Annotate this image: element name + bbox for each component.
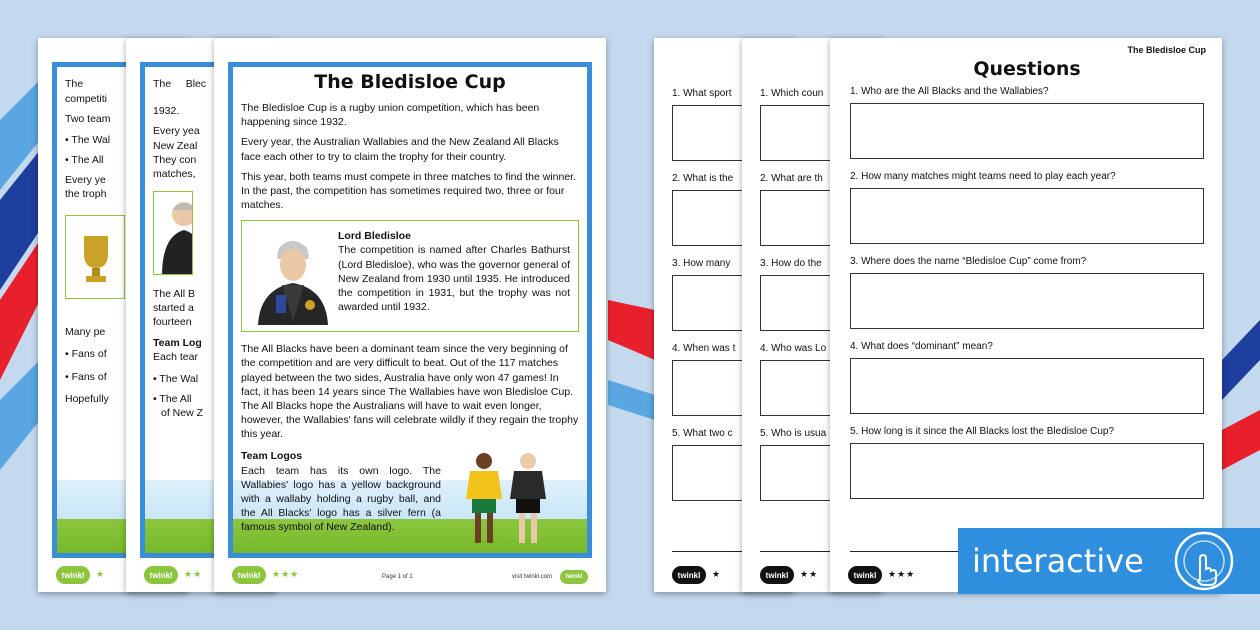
answer-box-4[interactable] xyxy=(850,358,1204,414)
interactive-label: interactive xyxy=(972,542,1144,580)
team-logos-section xyxy=(241,449,579,558)
text-line: • The All xyxy=(65,153,104,166)
page-title: The Bledisloe Cup xyxy=(314,71,506,93)
box-title: Lord Bledisloe xyxy=(338,230,411,243)
reading-sheet-front xyxy=(214,38,606,592)
question-text: 1. What sport xyxy=(672,88,732,99)
text-line: Every ye xyxy=(65,173,106,186)
question-text: 3. How many xyxy=(672,258,731,269)
twinkl-logo: twinkl xyxy=(848,566,882,584)
trophy-box xyxy=(65,215,125,299)
question-list xyxy=(850,58,1204,499)
text-line: The xyxy=(65,78,84,90)
text-line: • Fans of xyxy=(65,348,107,361)
question-text: 4. When was t xyxy=(672,343,736,354)
question-text: 4. Who was Lo xyxy=(760,343,827,354)
question-text: 4. What does “dominant” mean? xyxy=(850,341,993,352)
sheet-footer xyxy=(232,562,592,584)
lord-bledisloe-portrait xyxy=(154,192,193,275)
text-word: Blec xyxy=(185,78,207,90)
text-word: The xyxy=(153,78,172,90)
text-line: matches, xyxy=(153,167,196,180)
page-title: Questions xyxy=(973,58,1081,80)
text-line: Team Log xyxy=(153,336,202,349)
twinkl-logo: twinkl xyxy=(760,566,794,584)
text-line: • Fans of xyxy=(65,370,107,383)
portrait-box xyxy=(153,191,193,275)
answer-box-5[interactable] xyxy=(850,443,1204,499)
text-line: Many pe xyxy=(65,326,106,339)
text-line: competiti xyxy=(65,93,108,106)
text-line: Each tear xyxy=(153,350,198,363)
text-line: • The Wal xyxy=(153,372,199,385)
paragraph: Each team has its own logo. The Wallabies' logo has a yellow background with a wallaby holding a rugby ball, and the All Blacks' logo has a silver fern (a famous symbol of New Zealand). xyxy=(241,464,441,534)
question-text: 2. What are th xyxy=(760,173,823,184)
difficulty-stars: ★★ xyxy=(184,569,203,579)
question-text: 5. What two c xyxy=(672,428,733,439)
answer-box-2[interactable] xyxy=(850,188,1204,244)
paragraph: Every year, the Australian Wallabies and the New Zealand All Blacks face each other to try to claim the trophy for their country. xyxy=(241,136,559,163)
twinkl-logo: twinkl xyxy=(144,566,178,584)
question-text: 5. Who is usua xyxy=(760,428,827,439)
paragraph: The Bledisloe Cup is a rugby union competition, which has been happening since 1932. xyxy=(241,102,540,129)
text-line: Two team xyxy=(65,113,111,126)
touch-hand-icon xyxy=(1174,531,1234,591)
text-line: Hopefully xyxy=(65,392,109,405)
twinkl-logo: twinkl xyxy=(672,566,706,584)
difficulty-stars: ★★★ xyxy=(888,569,916,579)
question-text: 3. How do the xyxy=(760,258,822,269)
paragraph: The All Blacks have been a dominant team since the very beginning of the competition and are very difficult to beat. Out of the 117 matches played between the two sides, Australia have only won 47 games! In fact, it has been 14 years since The Wallabies have won Bledisloe Cup. The All Blacks hope the Australians will have to wait even longer, however, the Wallabies' fans will celebrate wildly if they regain the trophy this year. xyxy=(241,343,579,441)
question-text: 1. Which coun xyxy=(760,88,824,99)
section-heading: Team Logos xyxy=(241,450,303,463)
logos-text-block xyxy=(241,449,441,534)
text-line: Every yea xyxy=(153,125,200,138)
interactive-badge[interactable] xyxy=(958,528,1260,594)
difficulty-stars: ★★ xyxy=(800,569,819,579)
text-line: • The Wal xyxy=(65,133,111,146)
question-text: 1. Who are the All Blacks and the Wallabies? xyxy=(850,86,1049,97)
answer-box-3[interactable] xyxy=(850,273,1204,329)
twinkl-logo-small: twinkl xyxy=(560,570,588,584)
question-text: 2. How many matches might teams need to play each year? xyxy=(850,171,1116,182)
site-link: visit twinkl.com xyxy=(511,574,552,580)
text-line: New Zeal xyxy=(153,139,198,152)
sheet-content xyxy=(233,67,587,558)
difficulty-stars: ★★★ xyxy=(272,569,300,579)
paragraph: This year, both teams must compete in three matches to find the winner. In the past, the competition has sometimes required two, three or four matches. xyxy=(241,170,577,212)
text-line: • The All xyxy=(153,393,192,406)
trophy-icon xyxy=(76,230,116,290)
text-line: 1932. xyxy=(153,105,180,118)
question-text: 2. What is the xyxy=(672,173,734,184)
lord-bledisloe-portrait xyxy=(252,235,332,325)
difficulty-stars: ★ xyxy=(712,569,722,579)
difficulty-stars: ★ xyxy=(96,569,106,579)
box-text: The competition is named after Charles Bathurst (Lord Bledisloe), who was the governor general of New Zealand from 1930 until 1935. He introduced the competition in 1931, but the trophy was not awarded until 1932. xyxy=(338,244,570,314)
rugby-players-illustration xyxy=(456,449,556,549)
lord-bledisloe-box xyxy=(241,220,579,332)
answer-box-1[interactable] xyxy=(850,103,1204,159)
text-line: the troph xyxy=(65,188,107,201)
sheet-frame xyxy=(228,62,592,558)
text-line: They con xyxy=(153,153,197,166)
question-text: 3. Where does the name “Bledisloe Cup” come from? xyxy=(850,256,1087,267)
questions-sheet-front xyxy=(830,38,1222,592)
page-number: Page 1 of 1 xyxy=(382,574,413,580)
question-text: 5. How long is it since the All Blacks lost the Bledisloe Cup? xyxy=(850,426,1115,437)
box-content xyxy=(338,229,570,314)
twinkl-logo: twinkl xyxy=(56,566,90,584)
twinkl-logo: twinkl xyxy=(232,566,266,584)
sheet-header: The Bledisloe Cup xyxy=(1127,45,1206,55)
text-line: of New Z xyxy=(161,407,204,420)
text-line: fourteen xyxy=(153,316,192,329)
text-line: started a xyxy=(153,302,194,315)
text-line: The All B xyxy=(153,288,196,301)
